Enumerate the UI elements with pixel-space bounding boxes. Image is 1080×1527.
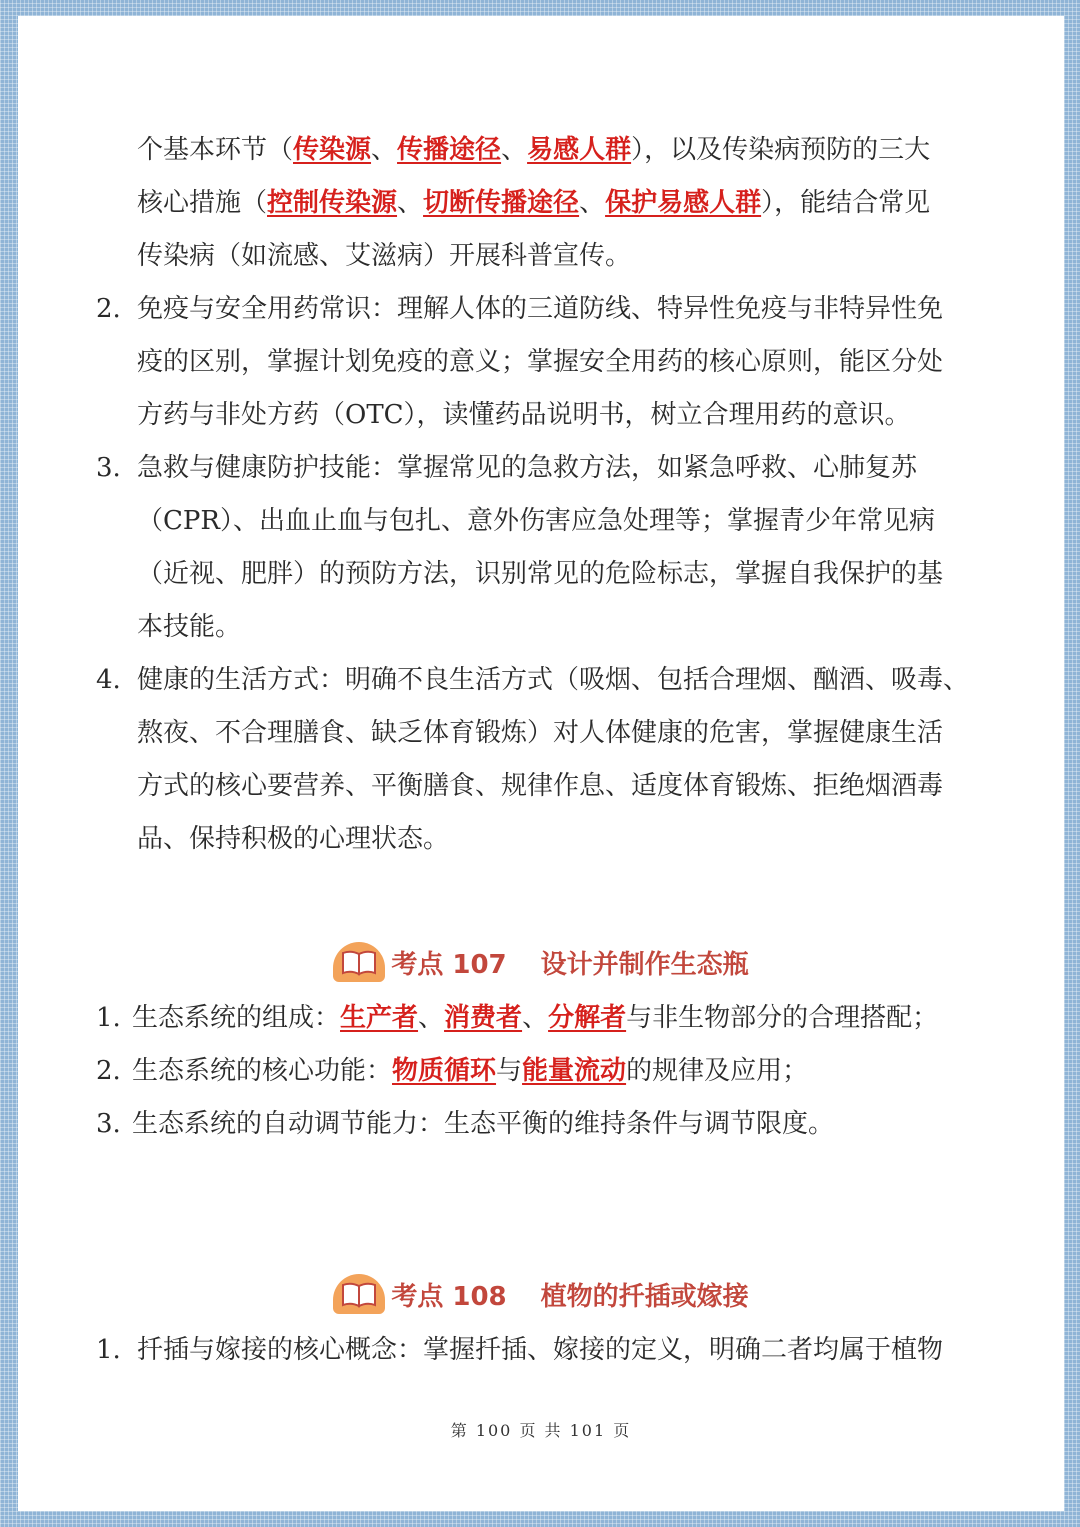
text-line: 传染病（如流感、艾滋病）开展科普宣传。 [137,241,632,271]
section-108-list [18,1324,1064,1377]
text-line: 核心措施（控制传染源、切断传播途径、保护易感人群），能结合常见 [137,188,931,218]
item-number: 2. [96,294,121,324]
book-icon [333,1274,385,1314]
highlight-term: 控制传染源 [267,188,398,218]
book-icon [333,942,385,982]
list-item-1-continued [18,124,1064,283]
highlight-term: 切断传播途径 [423,188,580,218]
document-page [18,16,1064,1511]
section-title: 设计并制作生态瓶 [540,949,749,980]
list-item: 1. 扦插与嫁接的核心概念：掌握扦插、嫁接的定义，明确二者均属于植物 [96,1335,944,1365]
section-number: 考点 107 [391,949,507,980]
highlight-term: 物质循环 [392,1056,497,1086]
highlight-term: 易感人群 [527,135,632,165]
page-footer: 第 100 页 共 101 页 [450,1421,632,1440]
list-item-4: 4. 健康的生活方式：明确不良生活方式（吸烟、包括合理烟、酗酒、吸毒、 熬夜、不合理膳食、缺乏体育锻炼）对人体健康的危害，掌握健康生活 方式的核心要营养、平衡膳食、规律作息、适度体育锻炼、拒绝烟酒毒 品、保持积极的心理状态。 [18,654,1064,866]
section-title: 植物的扦插或嫁接 [540,1281,749,1312]
highlight-term: 生产者 [340,1003,419,1033]
list-item: 1. 生态系统的组成：生产者、消费者、分解者与非生物部分的合理搭配； [96,1003,939,1033]
list-item-3: 3. 急救与健康防护技能：掌握常见的急救方法，如紧急呼救、心肺复苏 （CPR）、出血止血与包扎、意外伤害应急处理等；掌握青少年常见病 （近视、肥胖）的预防方法，识别常见的危险标志，掌握自我保护的基 本技能。 [18,442,1064,654]
section-heading-108 [18,1270,1064,1318]
highlight-term: 保护易感人群 [605,188,762,218]
list-item: 3. 生态系统的自动调节能力：生态平衡的维持条件与调节限度。 [96,1109,835,1139]
section-heading-107 [18,938,1064,986]
item-number: 3. [96,453,121,483]
text-line: 个基本环节（传染源、传播途径、易感人群），以及传染病预防的三大 [137,135,931,165]
highlight-term: 能量流动 [522,1056,627,1086]
list-item-2: 2. 免疫与安全用药常识：理解人体的三道防线、特异性免疫与非特异性免 疫的区别，掌握计划免疫的意义；掌握安全用药的核心原则，能区分处 方药与非处方药（OTC），读懂药品说明书，树立合理用药的意识。 [18,283,1064,442]
section-number: 考点 108 [391,1281,507,1312]
highlight-term: 分解者 [548,1003,627,1033]
highlight-term: 传播途径 [397,135,502,165]
section-107-list [18,992,1064,1151]
highlight-term: 消费者 [444,1003,523,1033]
item-number: 4. [96,665,121,695]
list-item: 2. 生态系统的核心功能：物质循环与能量流动的规律及应用； [96,1056,809,1086]
highlight-term: 传染源 [293,135,372,165]
